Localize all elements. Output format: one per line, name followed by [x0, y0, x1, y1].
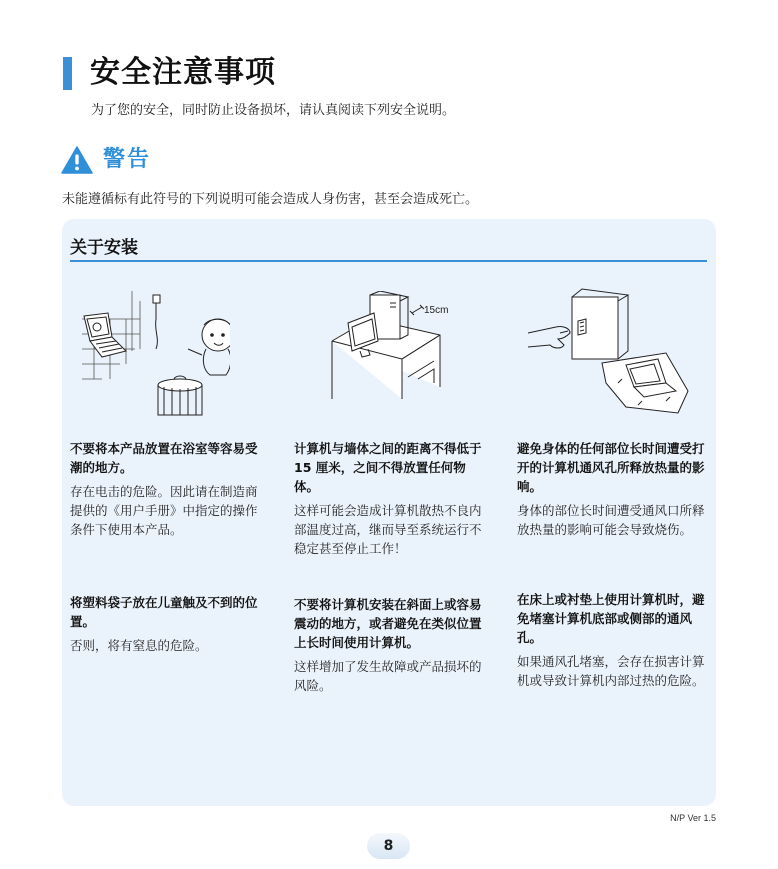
- warning-label: 警告: [103, 147, 152, 172]
- item-body: 这样增加了发生故障或产品损坏的风险。: [294, 659, 482, 693]
- item-wall-distance: [294, 439, 484, 558]
- warning-description: 未能遵循标有此符号的下列说明可能会造成人身伤害，甚至会造成死亡。: [62, 192, 479, 207]
- vent-bed-illustration: [526, 287, 696, 422]
- page-subtitle: 为了您的安全，同时防止设备损坏，请认真阅读下列安全说明。: [91, 103, 456, 118]
- item-heading: 计算机与墙体之间的距离不得低于 15 厘米，之间不得放置任何物体。: [294, 441, 482, 494]
- item-heading: 在床上或衬垫上使用计算机时，避免堵塞计算机底部或侧部的通风孔。: [517, 592, 705, 645]
- item-bathroom: [70, 439, 260, 539]
- item-body: 这样可能会造成计算机散热不良内部温度过高，继而导至系统运行不稳定甚至停止工作！: [294, 503, 482, 556]
- item-slope-vibration: [294, 595, 484, 695]
- item-heading: 将塑料袋子放在儿童触及不到的位置。: [70, 595, 258, 629]
- section-divider: [70, 260, 707, 262]
- distance-label: 15cm: [424, 305, 449, 316]
- item-body: 否则，将有窒息的危险。: [70, 638, 208, 653]
- item-body: 存在电击的危险。因此请在制造商提供的《用户手册》中指定的操作条件下使用本产品。: [70, 484, 258, 537]
- warning-triangle-icon: [61, 146, 93, 174]
- title-accent-bar: [63, 57, 72, 90]
- desk-wall-illustration: [330, 291, 460, 401]
- bathroom-illustration: [80, 291, 230, 416]
- item-heading: 避免身体的任何部位长时间遭受打开的计算机通风孔所释放热量的影响。: [517, 441, 705, 494]
- item-vent-heat: [517, 439, 707, 539]
- page-title: 安全注意事项: [90, 55, 276, 90]
- page-number: 8: [367, 833, 410, 859]
- item-body: 如果通风孔堵塞，会存在损害计算机或导致计算机内部过热的危险。: [517, 654, 705, 688]
- item-bed-vent: [517, 590, 707, 690]
- item-body: 身体的部位长时间遭受通风口所释放热量的影响可能会导致烧伤。: [517, 503, 705, 537]
- item-heading: 不要将计算机安装在斜面上或容易震动的地方，或者避免在类似位置上长时间使用计算机。: [294, 597, 482, 650]
- item-plastic-bag: [70, 593, 260, 655]
- item-heading: 不要将本产品放置在浴室等容易受潮的地方。: [70, 441, 258, 475]
- installation-panel: [62, 219, 716, 806]
- section-title: 关于安装: [70, 238, 138, 258]
- version-label: N/P Ver 1.5: [670, 813, 716, 823]
